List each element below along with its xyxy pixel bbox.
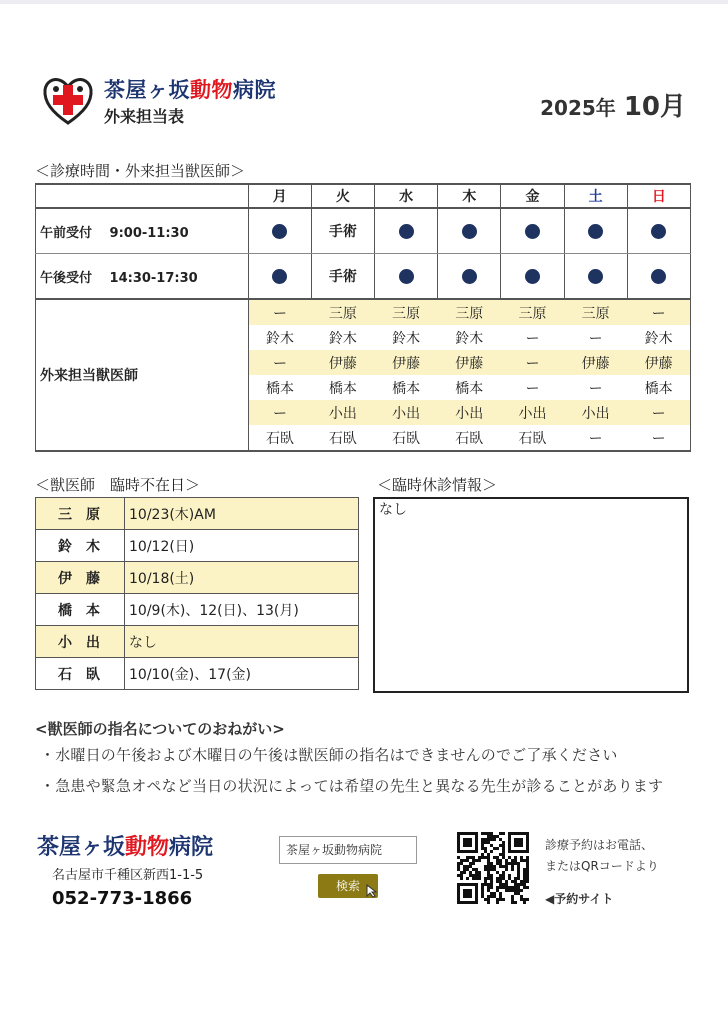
absence-dates: 10/23(木)AM [125, 498, 359, 530]
open-dot-icon [651, 224, 666, 239]
doctor-cell: 小出 [564, 400, 627, 425]
doctor-name: 伊藤 [36, 562, 125, 594]
am-cell [248, 208, 311, 254]
doctor-cell: ー [248, 350, 311, 375]
doctor-cell: 石臥 [501, 425, 564, 451]
day-header-row [36, 184, 691, 208]
doctor-cell: 橋本 [328, 380, 357, 397]
doctor-cell: ー [588, 330, 603, 347]
qr-code-icon [457, 832, 529, 904]
day-sat: 土 [564, 184, 627, 208]
doctor-cell: 三原 [438, 299, 501, 325]
doctor-cell: ー [248, 400, 311, 425]
corner-cell [36, 184, 249, 208]
doctor-cell: 橋本 [392, 380, 421, 397]
footer-hospital-name: 茶屋ヶ坂動物病院 [37, 835, 214, 860]
doctor-cell: ー [588, 380, 603, 397]
doctor-cell: ー [525, 380, 540, 397]
am-cell [375, 208, 438, 254]
booking-note-1: 診療予約はお電話、 [545, 838, 654, 852]
absence-section-title: ＜獣医師 臨時不在日＞ [35, 476, 201, 494]
am-row [36, 208, 691, 254]
open-dot-icon [588, 224, 603, 239]
hospital-name: 茶屋ヶ坂動物病院 [104, 78, 276, 102]
request-line-2: ・急患や緊急オペなど当日の状況によっては希望の先生と異なる先生が診ることがあります [40, 777, 664, 795]
open-dot-icon [588, 269, 603, 284]
phone-number[interactable]: 052-773-1866 [52, 888, 193, 909]
doctor-cell: 三原 [564, 299, 627, 325]
absence-row [36, 530, 359, 562]
open-dot-icon [462, 224, 477, 239]
absence-dates: 10/10(金)、17(金) [125, 658, 359, 690]
doctor-cell: 小出 [501, 400, 564, 425]
doctor-row [36, 299, 691, 325]
doctor-cell: ー [248, 299, 311, 325]
doctor-cell: ー [627, 299, 690, 325]
doctor-cell: 橋本 [455, 380, 484, 397]
am-cell [501, 208, 564, 254]
doctor-cell: 鈴木 [392, 330, 421, 347]
am-cell [438, 208, 501, 254]
day-sun: 日 [627, 184, 690, 208]
day-fri: 金 [501, 184, 564, 208]
day-mon: 月 [248, 184, 311, 208]
address: 名古屋市千種区新西1-1-5 [52, 868, 204, 883]
doctor-cell: 伊藤 [311, 350, 374, 375]
doctor-cell: 橋本 [627, 375, 690, 400]
absence-dates: 10/9(木)、12(日)、13(月) [125, 594, 359, 626]
top-bar [0, 0, 728, 4]
booking-site-link[interactable]: ◀予約サイト [545, 892, 614, 906]
doctor-name: 石臥 [36, 658, 125, 690]
pm-cell [501, 254, 564, 300]
doctor-name: 橋本 [36, 594, 125, 626]
doctor-cell: 伊藤 [375, 350, 438, 375]
search-button: 検索 [318, 874, 378, 898]
doctor-cell: 三原 [375, 299, 438, 325]
schedule-section-title: ＜診療時間・外来担当獣医師＞ [35, 162, 246, 180]
day-tue: 火 [311, 184, 374, 208]
absence-dates: 10/12(日) [125, 530, 359, 562]
am-label: 午前受付 9:00-11:30 [36, 208, 249, 254]
am-cell [564, 208, 627, 254]
absence-row [36, 562, 359, 594]
open-dot-icon [525, 224, 540, 239]
absence-row [36, 594, 359, 626]
doctor-cell: 小出 [311, 400, 374, 425]
closure-text: なし [379, 502, 407, 518]
doctor-cell: 石臥 [248, 425, 311, 451]
booking-note-2: またはQRコードより [545, 859, 659, 873]
doctor-name: 三原 [36, 498, 125, 530]
open-dot-icon [525, 269, 540, 284]
doctor-cell: 伊藤 [564, 350, 627, 375]
am-cell: 手術 [311, 208, 374, 254]
absence-table [35, 497, 359, 690]
doctor-cell: ー [627, 400, 690, 425]
doctor-cell: ー [525, 330, 540, 347]
doctor-cell: 石臥 [311, 425, 374, 451]
doctor-cell: 石臥 [375, 425, 438, 451]
pm-cell: 手術 [311, 254, 374, 300]
year-month: 2025年 10月 [540, 92, 686, 122]
search-box: 茶屋ヶ坂動物病院 [279, 836, 417, 864]
doctor-cell: 小出 [438, 400, 501, 425]
open-dot-icon [272, 269, 287, 284]
absence-row [36, 626, 359, 658]
request-line-1: ・水曜日の午後および木曜日の午後は獣医師の指名はできませんのでご了承ください [40, 746, 618, 764]
open-dot-icon [399, 224, 414, 239]
open-dot-icon [462, 269, 477, 284]
absence-row [36, 658, 359, 690]
day-thu: 木 [438, 184, 501, 208]
doctor-cell: 鈴木 [328, 330, 357, 347]
pm-row [36, 254, 691, 300]
page-subtitle: 外来担当表 [104, 107, 185, 126]
closure-box [373, 497, 689, 693]
pointer-cursor-icon [366, 884, 380, 898]
schedule-table [35, 183, 691, 452]
pm-cell [438, 254, 501, 300]
doctor-cell: 伊藤 [627, 350, 690, 375]
doctor-cell: ー [501, 350, 564, 375]
doctor-cell: 鈴木 [627, 325, 690, 350]
absence-dates: 10/18(土) [125, 562, 359, 594]
doctor-cell: ー [564, 425, 627, 451]
pm-cell [627, 254, 690, 300]
doctor-cell: ー [627, 425, 690, 451]
doctor-cell: 三原 [311, 299, 374, 325]
pm-cell [248, 254, 311, 300]
doctor-cell: 三原 [501, 299, 564, 325]
open-dot-icon [399, 269, 414, 284]
doctor-name: 鈴木 [36, 530, 125, 562]
pm-label: 午後受付 14:30-17:30 [36, 254, 249, 300]
day-wed: 水 [375, 184, 438, 208]
absence-row [36, 498, 359, 530]
pm-cell [375, 254, 438, 300]
doctor-cell: 石臥 [438, 425, 501, 451]
open-dot-icon [651, 269, 666, 284]
doctor-cell: 鈴木 [265, 330, 294, 347]
closure-section-title: ＜臨時休診情報＞ [377, 476, 498, 494]
doctor-cell: 橋本 [265, 380, 294, 397]
absence-dates: なし [125, 626, 359, 658]
request-title: <獣医師の指名についてのおねがい> [35, 720, 285, 738]
doctor-cell: 小出 [375, 400, 438, 425]
doctor-cell: 伊藤 [438, 350, 501, 375]
open-dot-icon [272, 224, 287, 239]
doctors-label: 外来担当獣医師 [36, 299, 249, 451]
hospital-logo-icon [42, 74, 94, 126]
doctor-cell: 鈴木 [455, 330, 484, 347]
pm-cell [564, 254, 627, 300]
doctor-name: 小出 [36, 626, 125, 658]
am-cell [627, 208, 690, 254]
